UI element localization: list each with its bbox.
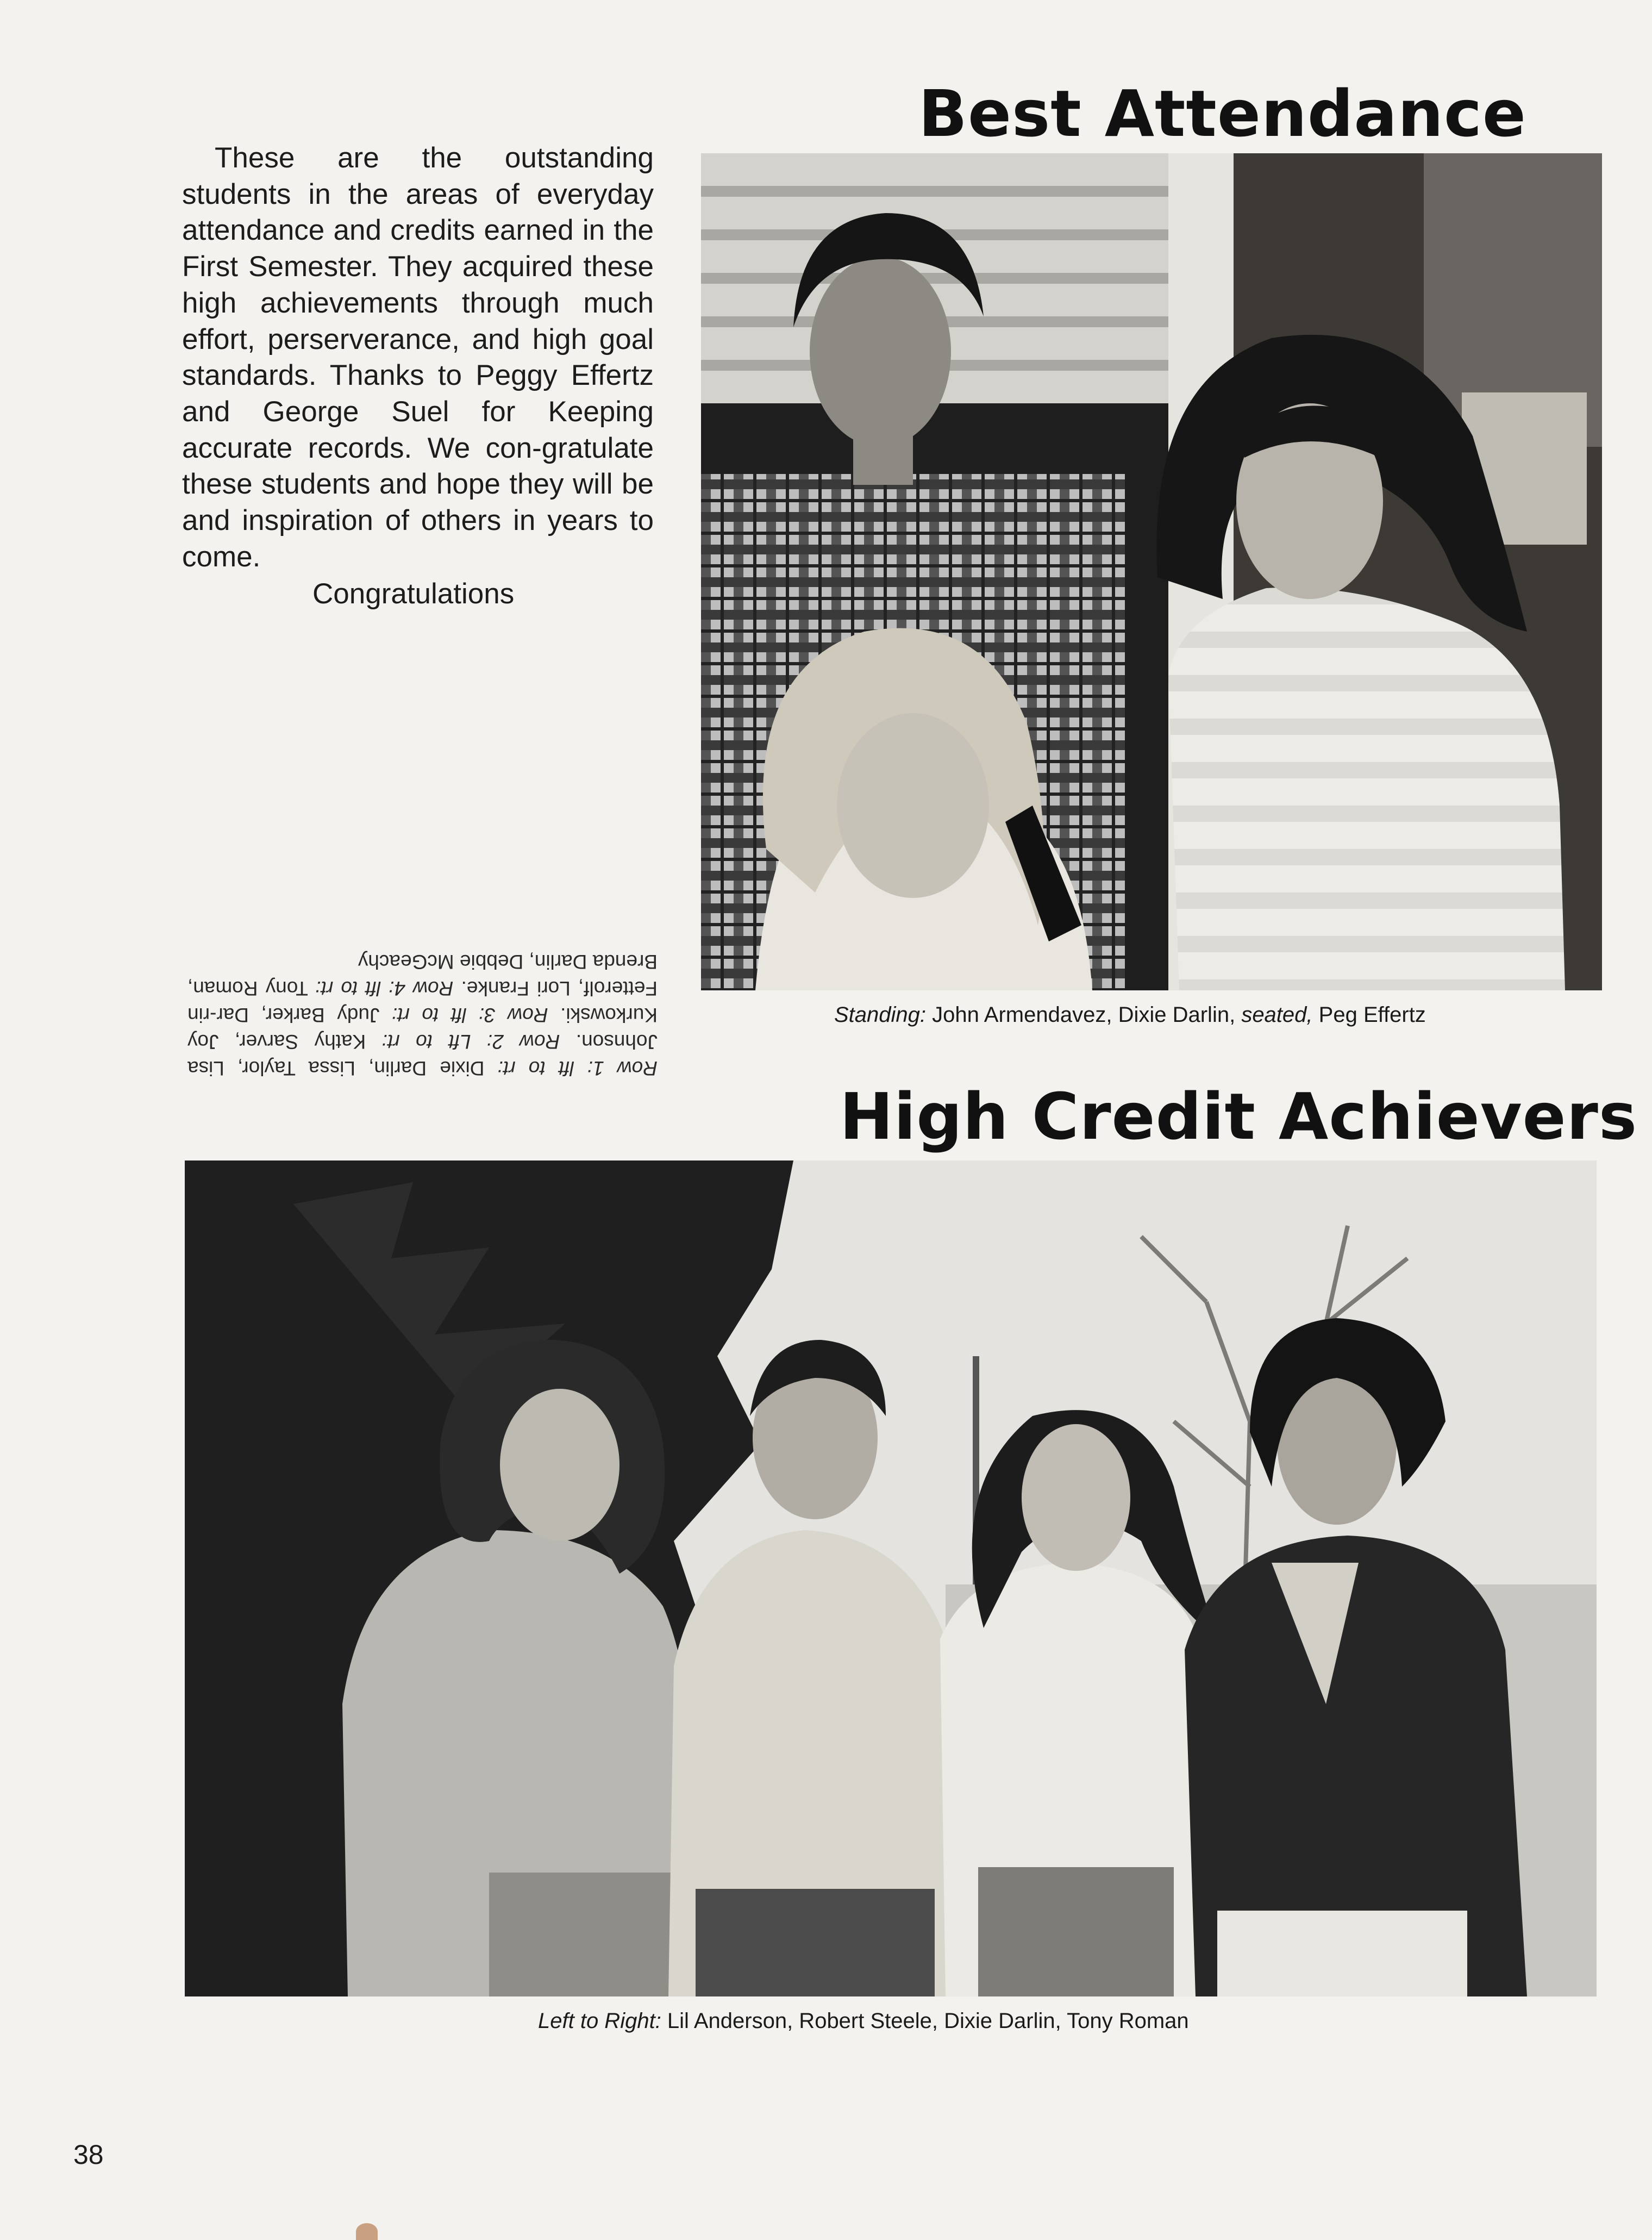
attendance-caption-names-1: John Armendavez, Dixie Darlin, (932, 1003, 1236, 1027)
intro-paragraph: These are the outstanding students in the areas of everyday attendance and credits earned in the First Semester. They acquired these high achievements through much effort, perserverance, and high goal standards. Thanks to Peggy Effertz and George Suel for Keeping accurate records. We con-gratulate these students and hope they will be and inspiration of others in years to come. (182, 142, 654, 573)
best-attendance-photo-art (701, 153, 1602, 990)
page-number: 38 (73, 2139, 104, 2170)
row3-names: Judy Barker, Dar-rin Fetterolf, Lori Franke. (187, 977, 658, 1026)
intro-sign-off: Congratulations (312, 578, 515, 610)
attendance-caption-names-2: Peg Effertz (1318, 1003, 1426, 1027)
row4-names: Tony Roman, Brenda Darlin, Debbie McGeachy (187, 951, 658, 1000)
row1-label: Row 1: lft to rt: (497, 1057, 658, 1080)
attendance-caption-lead: Standing: (834, 1003, 927, 1027)
high-credit-photo-art (185, 1160, 1597, 1996)
high-credit-photo (185, 1160, 1597, 1996)
row3-label: Row 3: lft to rt: (392, 1004, 548, 1026)
best-attendance-caption (834, 1003, 1426, 1027)
best-attendance-photo (701, 153, 1602, 990)
row4-label: Row 4: lft to rt: (315, 977, 454, 1000)
attendance-caption-seated: seated, (1241, 1003, 1313, 1027)
high-credit-caption (538, 2009, 1189, 2033)
row2-names: Kathy Sarver, Joy Kurkowski. (187, 1004, 658, 1053)
credit-caption-names: Lil Anderson, Robert Steele, Dixie Darlin, Tony Roman (667, 2009, 1189, 2033)
high-credit-heading: High Credit Achievers (840, 1079, 1638, 1154)
page-smudge (356, 2223, 378, 2240)
row2-label: Row 2: Lft to rt: (381, 1031, 560, 1053)
row1-names: Dixie Darlin, Lissa Taylor, Lisa Johnson. (187, 1031, 658, 1080)
credit-caption-lead: Left to Right: (538, 2009, 661, 2033)
best-attendance-heading: Best Attendance (918, 76, 1526, 151)
upside-down-caption (187, 949, 658, 1082)
